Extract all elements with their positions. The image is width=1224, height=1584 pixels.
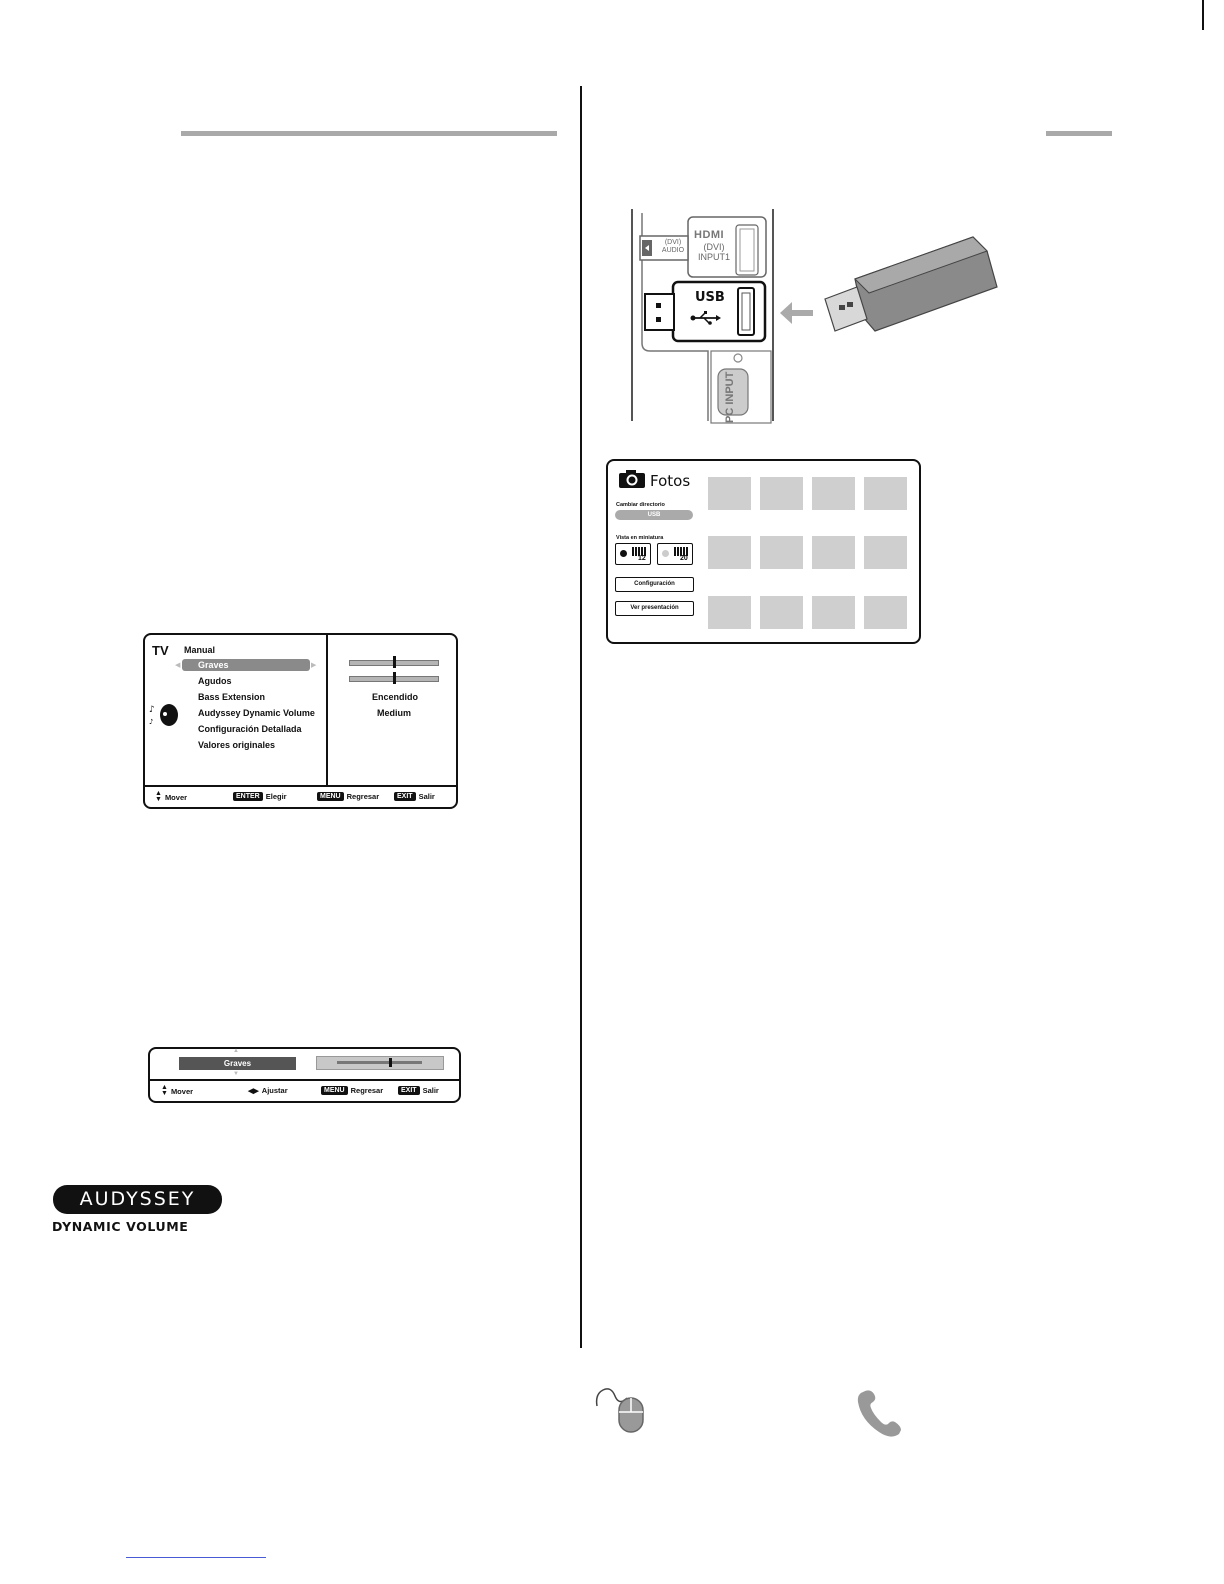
footer-exit: EXIT Salir bbox=[394, 792, 435, 801]
audyssey-brand: AUDYSSEY bbox=[79, 1188, 196, 1210]
right-arrow-icon: ▶ bbox=[311, 662, 317, 669]
tv-label: TV bbox=[152, 643, 169, 658]
usb-icon bbox=[690, 310, 722, 326]
thumb-option-12[interactable]: 12 bbox=[615, 543, 651, 565]
adjust-footer-exit: EXIT Salir bbox=[398, 1086, 439, 1095]
adjust-footer-menu: MENU Regresar bbox=[321, 1086, 383, 1095]
graves-slider-thumb[interactable] bbox=[393, 656, 396, 668]
adjust-item-highlight[interactable] bbox=[179, 1057, 296, 1070]
menu-item-valores-originales[interactable]: Valores originales bbox=[198, 740, 276, 750]
radio-unselected-icon bbox=[662, 550, 669, 557]
adjust-divider bbox=[150, 1079, 459, 1081]
camera-icon bbox=[618, 469, 646, 489]
down-caret-icon: ▼ bbox=[233, 1071, 239, 1077]
config-button[interactable]: Configuración bbox=[615, 577, 694, 592]
photo-thumbnail[interactable] bbox=[812, 477, 855, 510]
up-caret-icon: ▲ bbox=[233, 1048, 239, 1054]
menu-footer-divider bbox=[145, 785, 456, 787]
dvi-audio-label: (DVI) AUDIO bbox=[661, 239, 685, 254]
audyssey-subtitle: DYNAMIC VOLUME bbox=[52, 1219, 189, 1234]
right-section-rule bbox=[1046, 131, 1112, 136]
menu-item-config-detallada[interactable]: Configuración Detallada bbox=[198, 724, 302, 734]
hdmi-logo: HDMI bbox=[694, 229, 725, 241]
photo-thumbnail[interactable] bbox=[708, 536, 751, 569]
photo-thumbnail[interactable] bbox=[864, 596, 907, 629]
radio-selected-icon bbox=[620, 550, 627, 557]
connector-panel bbox=[600, 205, 1000, 425]
change-dir-label: Cambiar directorio bbox=[616, 502, 665, 508]
menu-key: MENU bbox=[317, 792, 344, 801]
exit-key: EXIT bbox=[398, 1086, 420, 1095]
menu-key: MENU bbox=[321, 1086, 348, 1095]
photos-title: Fotos bbox=[650, 472, 691, 490]
usb-flash-drive bbox=[815, 227, 1005, 337]
updown-arrow-icon: ▲ ▼ bbox=[155, 790, 162, 803]
photo-thumbnail[interactable] bbox=[760, 536, 803, 569]
corner-mark bbox=[1202, 0, 1204, 30]
photo-thumbnail[interactable] bbox=[864, 477, 907, 510]
audyssey-logo bbox=[53, 1185, 222, 1214]
svg-text:♪: ♪ bbox=[149, 718, 154, 726]
menu-item-bass-extension[interactable]: Bass Extension bbox=[198, 692, 266, 702]
slideshow-button[interactable]: Ver presentación bbox=[615, 601, 694, 616]
photo-thumbnail[interactable] bbox=[812, 596, 855, 629]
hdmi-input-label: (DVI) INPUT1 bbox=[697, 242, 730, 262]
photo-thumbnail[interactable] bbox=[708, 477, 751, 510]
footer-menu: MENU Regresar bbox=[317, 792, 379, 801]
usb-dir-label: USB bbox=[647, 512, 661, 518]
menu-item-graves[interactable]: Graves bbox=[198, 660, 229, 670]
left-arrow-icon: ◀ bbox=[175, 662, 181, 669]
svg-text:♪: ♪ bbox=[149, 705, 155, 715]
agudos-slider-thumb[interactable] bbox=[393, 672, 396, 684]
photo-thumbnail[interactable] bbox=[812, 536, 855, 569]
photo-thumbnail[interactable] bbox=[864, 536, 907, 569]
pc-input-label: PC INPUT bbox=[724, 371, 736, 423]
menu-item-audyssey[interactable]: Audyssey Dynamic Volume bbox=[198, 708, 315, 718]
footer-underline bbox=[126, 1557, 266, 1558]
photo-thumbnail[interactable] bbox=[708, 596, 751, 629]
thumb-option-20[interactable]: 20 bbox=[657, 543, 693, 565]
audyssey-value: Medium bbox=[377, 708, 412, 718]
leftright-arrow-icon: ◀▶ bbox=[248, 1087, 259, 1095]
mouse-icon bbox=[593, 1382, 649, 1436]
thumb-view-label: Vista en miniatura bbox=[616, 535, 664, 541]
bass-extension-value: Encendido bbox=[372, 692, 419, 702]
footer-move: ▲ ▼ Mover bbox=[155, 790, 188, 803]
updown-arrow-icon: ▲ ▼ bbox=[161, 1084, 168, 1097]
column-divider bbox=[580, 86, 582, 1348]
adjust-slider[interactable] bbox=[316, 1056, 444, 1070]
adjust-slider-track bbox=[337, 1061, 422, 1064]
usb-dir-button[interactable] bbox=[615, 510, 693, 520]
menu-divider bbox=[326, 635, 328, 785]
speaker-icon bbox=[148, 702, 184, 728]
adjust-slider-thumb[interactable] bbox=[389, 1058, 392, 1067]
left-section-rule bbox=[181, 131, 557, 136]
enter-key: ENTER bbox=[233, 792, 263, 801]
adjust-footer-adjust: ◀▶ Ajustar bbox=[248, 1086, 288, 1095]
menu-item-agudos[interactable]: Agudos bbox=[198, 676, 232, 686]
adjust-footer-move: ▲ ▼ Mover bbox=[161, 1084, 194, 1097]
adjust-item-label: Graves bbox=[223, 1059, 252, 1068]
photo-thumbnail[interactable] bbox=[760, 596, 803, 629]
menu-mode: Manual bbox=[184, 645, 216, 655]
footer-enter: ENTER Elegir bbox=[233, 792, 287, 801]
phone-icon bbox=[855, 1388, 907, 1440]
exit-key: EXIT bbox=[394, 792, 416, 801]
photo-thumbnail[interactable] bbox=[760, 477, 803, 510]
usb-port-label: USB bbox=[695, 290, 725, 305]
